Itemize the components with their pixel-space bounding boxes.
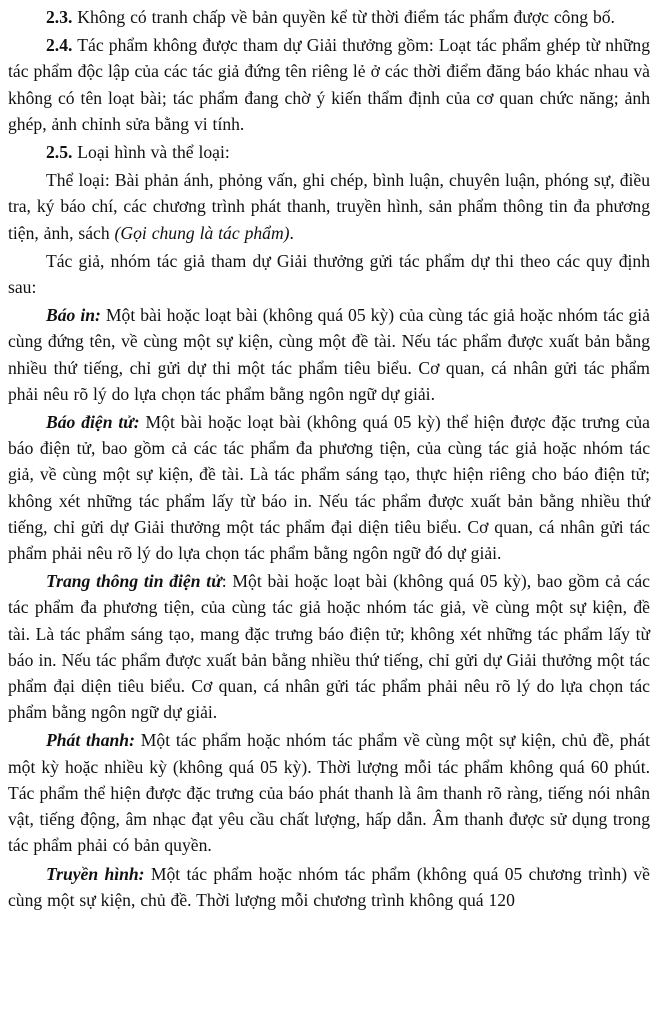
television-paragraph: [8, 861, 650, 913]
e-info-page-text: : Một bài hoặc loạt bài (không quá 05 kỳ), bao gồm cả các tác phẩm đa phương tiện, của cùng tác giả hoặc nhóm tác giả, về cùng một sự kiện, đề tài. Là tác phẩm sáng tạo, mang đặc trưng báo điện tử; không xét những tác phẩm lấy từ báo in. Nếu tác phẩm được xuất bản bằng nhiều thứ tiếng, chỉ gửi dự Giải thưởng một tác phẩm đại diện tiêu biểu. Cơ quan, cá nhân gửi tác phẩm phải nêu rõ lý do lựa chọn tác phẩm bằng ngôn ngữ dự giải.: [8, 571, 650, 723]
radio-text: Một tác phẩm hoặc nhóm tác phẩm về cùng một sự kiện, chủ đề, phát một kỳ hoặc nhiều kỳ (không quá 05 kỳ). Thời lượng mỗi tác phẩm không quá 60 phút. Tác phẩm thể hiện được đặc trưng của báo phát thanh là âm thanh rõ ràng, tiếng nói nhân vật, tiếng động, âm nhạc đạt yêu cầu chất lượng, hấp dẫn. Âm thanh được sử dụng trong tác phẩm phải có bản quyền.: [8, 730, 650, 856]
section-number: 2.3.: [46, 7, 73, 27]
genre-text: Thể loại: Bài phản ánh, phỏng vấn, ghi chép, bình luận, chuyên luận, phóng sự, điều tra, ký báo chí, các chương trình phát thanh, truyền hình, sản phẩm thông tin đa phương tiện, ảnh, sách: [8, 170, 650, 243]
online-press-term: Báo điện tử:: [46, 412, 140, 433]
section-text: Loại hình và thể loại:: [72, 142, 230, 163]
section-2-5: [8, 139, 650, 165]
e-info-page-term: Trang thông tin điện tử: [46, 571, 222, 592]
print-press-paragraph: [8, 302, 650, 407]
section-2-3: [8, 4, 650, 30]
genre-paragraph: [8, 167, 650, 246]
section-text: Tác phẩm không được tham dự Giải thưởng gồm: Loạt tác phẩm ghép từ những tác phẩm độc lập của các tác giả đứng tên riêng lẻ ở các thời điểm đăng báo khác nhau và không có tên loạt bài; tác phẩm đang chờ ý kiến thẩm định của cơ quan chức năng; ảnh ghép, ảnh chỉnh sửa bằng vi tính.: [8, 35, 650, 134]
genre-end: .: [289, 222, 294, 243]
intro-paragraph: [8, 248, 650, 300]
e-info-page-paragraph: [8, 568, 650, 725]
section-2-4: [8, 32, 650, 137]
intro-text: Tác giả, nhóm tác giả tham dự Giải thưởng gửi tác phẩm dự thi theo các quy định sau:: [8, 250, 650, 298]
genre-note: (Gọi chung là tác phẩm): [114, 222, 290, 243]
print-press-term: Báo in:: [46, 305, 101, 326]
print-press-text: Một bài hoặc loạt bài (không quá 05 kỳ) của cùng tác giả hoặc nhóm tác giả cùng đứng tên, về cùng một sự kiện, cùng một đề tài. Nếu tác phẩm được xuất bản bằng nhiều thứ tiếng, chỉ gửi dự thi một tác phẩm tiêu biểu. Cơ quan, cá nhân gửi tác phẩm phải nêu rõ lý do lựa chọn tác phẩm bằng ngôn ngữ dự giải.: [8, 305, 650, 404]
online-press-paragraph: [8, 409, 650, 566]
radio-term: Phát thanh:: [46, 730, 135, 751]
television-text: Một tác phẩm hoặc nhóm tác phẩm (không quá 05 chương trình) về cùng một sự kiện, chủ đề. Thời lượng mỗi chương trình không quá 120: [8, 863, 650, 910]
radio-paragraph: [8, 727, 650, 858]
section-number: 2.4.: [46, 35, 73, 56]
television-term: Truyền hình:: [46, 863, 145, 884]
section-text: Không có tranh chấp về bản quyền kể từ thời điểm tác phẩm được công bố.: [72, 7, 615, 27]
section-number: 2.5.: [46, 142, 73, 163]
online-press-text: Một bài hoặc loạt bài (không quá 05 kỳ) thể hiện được đặc trưng của báo điện tử, bao gồm cả các tác phẩm đa phương tiện, của cùng tác giả hoặc nhóm tác giả, về cùng một sự kiện, đề tài. Là tác phẩm sáng tạo, thực hiện riêng cho báo điện tử; không xét những tác phẩm lấy từ báo in. Nếu tác phẩm được xuất bản bằng nhiều thứ tiếng, chỉ gửi dự Giải thưởng một tác phẩm đại diện tiêu biểu. Cơ quan, cá nhân gửi tác phẩm phải nêu rõ lý do lựa chọn tác phẩm bằng ngôn ngữ đó dự giải.: [8, 412, 650, 564]
